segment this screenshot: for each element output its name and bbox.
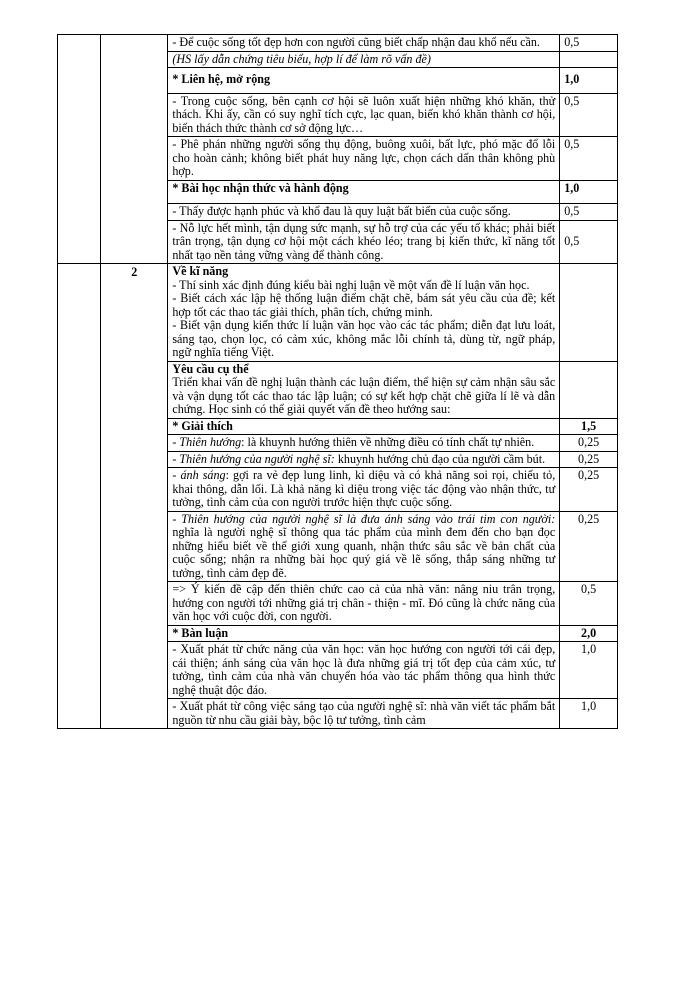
- term: - ánh sáng: [172, 468, 226, 482]
- term: - Thiên hướng: [172, 435, 242, 449]
- section-cell: [58, 264, 101, 729]
- score-cell: 0,5: [560, 137, 618, 181]
- score-cell: 1,0: [560, 642, 618, 699]
- heading-cell: [168, 68, 560, 94]
- heading-cell: [168, 180, 560, 204]
- skill-item: - Thí sinh xác định đúng kiểu bài nghị luận về một vấn đề lí luận văn học.: [172, 277, 530, 292]
- score-cell: 0,25: [560, 468, 618, 512]
- lesson-heading: * Bài học nhận thức và hành động: [172, 180, 349, 195]
- content-text: - Thấy được hạnh phúc và khổ đau là quy luật bất biến của cuộc sống.: [172, 204, 511, 218]
- content-cell: [168, 93, 560, 137]
- skills-cell: [168, 264, 560, 362]
- score-cell: 1,5: [560, 418, 618, 435]
- requirements-title: Yêu cầu cụ thể: [172, 361, 249, 376]
- score-cell: 0,5: [560, 204, 618, 221]
- content-cell: [168, 220, 560, 264]
- score-cell: [560, 51, 618, 68]
- content-cell: [168, 204, 560, 221]
- score-cell: 0,5: [560, 582, 618, 626]
- requirements-text: Triển khai vấn đề nghị luận thành các luận điểm, thể hiện sự cảm nhận sâu sắc và vận dụng tốt các thao tác lập luận; có sự kết hợp chặt chẽ giữa lí lẽ và dẫn chứng. Học sinh có thể giải quyết vấn đề theo hướng sau:: [172, 375, 556, 416]
- heading-cell: [168, 625, 560, 642]
- content-text: - Trong cuộc sống, bên cạnh cơ hội sẽ luôn xuất hiện những khó khăn, thử thách. Khi ấy, cần có suy nghĩ tích cực, lạc quan, biến khó khăn thành cơ hội, biến thách thức thành cơ sở động lực…: [172, 93, 556, 135]
- content-text: - Để cuộc sống tốt đẹp hơn con người cũng biết chấp nhận đau khổ nếu cần.: [172, 35, 540, 49]
- score-cell: 0,5: [560, 35, 618, 52]
- score-cell: 1,0: [560, 180, 618, 204]
- table-row: [58, 264, 618, 362]
- content-text: - Nỗ lực hết mình, tận dụng sức mạnh, sự hỗ trợ của các yếu tố khác; phải biết trân trọng, tận dụng cơ hội một cách khéo léo; trang bị kiến thức, kĩ năng tốt nhất tạo nền tảng vững vàng để thành công.: [172, 220, 556, 262]
- score-cell: 1,0: [560, 699, 618, 729]
- score-cell: 0,25: [560, 435, 618, 452]
- definition: : gợi ra vẻ đẹp lung linh, kì diệu và có khả năng soi rọi, chiếu tỏ, khai thông, dẫn lối. Là khả năng kì diệu trong việc tác động vào nhận thức, tư tưởng, tình cảm của con người trước hiện thực cuộc sống.: [172, 468, 556, 509]
- content-cell: [168, 451, 560, 468]
- section-cell: [58, 35, 101, 264]
- evidence-note: (HS lấy dẫn chứng tiêu biểu, hợp lí để làm rõ vấn đề): [172, 51, 431, 66]
- content-text: - Xuất phát từ công việc sáng tạo của người nghệ sĩ: nhà văn viết tác phẩm bắt nguồn từ nhu cầu giải bày, bộc lộ tư tưởng, tình cảm: [172, 699, 556, 727]
- question-number-cell: [101, 35, 168, 264]
- content-cell: [168, 435, 560, 452]
- score-cell: 1,0: [560, 68, 618, 94]
- content-text: - Xuất phát từ chức năng của văn học: văn học hướng con người tới cái đẹp, cái thiện; ánh sáng của văn học là đưa những giá trị tốt đẹp của cảm xúc, tư tưởng, tình cảm của nhà văn chuyển hóa vào tác phẩm thông qua hình thức nghệ thuật độc đáo.: [172, 642, 556, 697]
- definition: nghĩa là người nghệ sĩ thông qua tác phẩm của mình đem đến cho bạn đọc những hiểu biết về thế giới xung quanh, nhận thức sâu sắc về bản chất của cuộc sống; nhận ra những bài học quý giá về lẽ sống, thắp sáng những tư tưởng, tình cảm đẹp đẽ.: [172, 525, 556, 580]
- skill-item: - Biết cách xác lập hệ thống luận điểm chặt chẽ, bám sát yêu cầu của đề; kết hợp tốt các thao tác giải thích, phân tích, chứng minh.: [172, 291, 556, 319]
- discuss-heading: * Bàn luận: [172, 625, 229, 640]
- score-cell: [560, 264, 618, 362]
- score-cell: [560, 361, 618, 418]
- score-cell: 0,5: [560, 93, 618, 137]
- content-cell: [168, 582, 560, 626]
- skills-title: Về kĩ năng: [172, 264, 229, 278]
- content-cell: [168, 699, 560, 729]
- score-cell: 0,25: [560, 451, 618, 468]
- content-text: - Phê phán những người sống thụ động, buông xuôi, bất lực, phó mặc đổ lỗi cho hoàn cảnh; không biết phát huy năng lực, chọn cách dấn thân không phù hợp.: [172, 137, 556, 178]
- requirements-cell: [168, 361, 560, 418]
- explain-heading: * Giải thích: [172, 418, 233, 433]
- table-row: [58, 35, 618, 52]
- answer-key-sheet: [57, 34, 618, 729]
- score-cell: 0,5: [560, 220, 618, 264]
- content-cell: [168, 468, 560, 512]
- score-cell: 2,0: [560, 625, 618, 642]
- content-cell: [168, 642, 560, 699]
- content-cell: [168, 35, 560, 52]
- term: - Thiên hướng của người nghệ sĩ:: [172, 451, 335, 466]
- term: - Thiên hướng của người nghệ sĩ là đưa ánh sáng vào trái tim con người:: [172, 511, 556, 526]
- content-cell: [168, 511, 560, 582]
- connect-expand-heading: * Liên hệ, mở rộng: [172, 72, 271, 86]
- definition: khuynh hướng chủ đạo của người cầm bút.: [334, 451, 546, 466]
- content-cell: [168, 51, 560, 68]
- skill-item: - Biết vận dụng kiến thức lí luận văn học vào các tác phẩm; diễn đạt lưu loát, sáng tạo, chọn lọc, có cảm xúc, không mắc lỗi chính tả, dùng từ, ngữ pháp, ngữ nghĩa tiếng Việt.: [172, 318, 556, 359]
- question-number: 2: [101, 264, 168, 729]
- conclusion-text: => Ý kiến đề cập đến thiên chức cao cả của nhà văn: nâng niu trân trọng, hướng con người tới những giá trị chân - thiện - mĩ. Đó cũng là chức năng của văn học với cuộc đời, con người.: [172, 582, 556, 623]
- definition: : là khuynh hướng thiên về những điều có tính chất tự nhiên.: [241, 435, 535, 449]
- score-cell: 0,25: [560, 511, 618, 582]
- content-cell: [168, 137, 560, 181]
- grading-table: [57, 34, 618, 729]
- heading-cell: [168, 418, 560, 435]
